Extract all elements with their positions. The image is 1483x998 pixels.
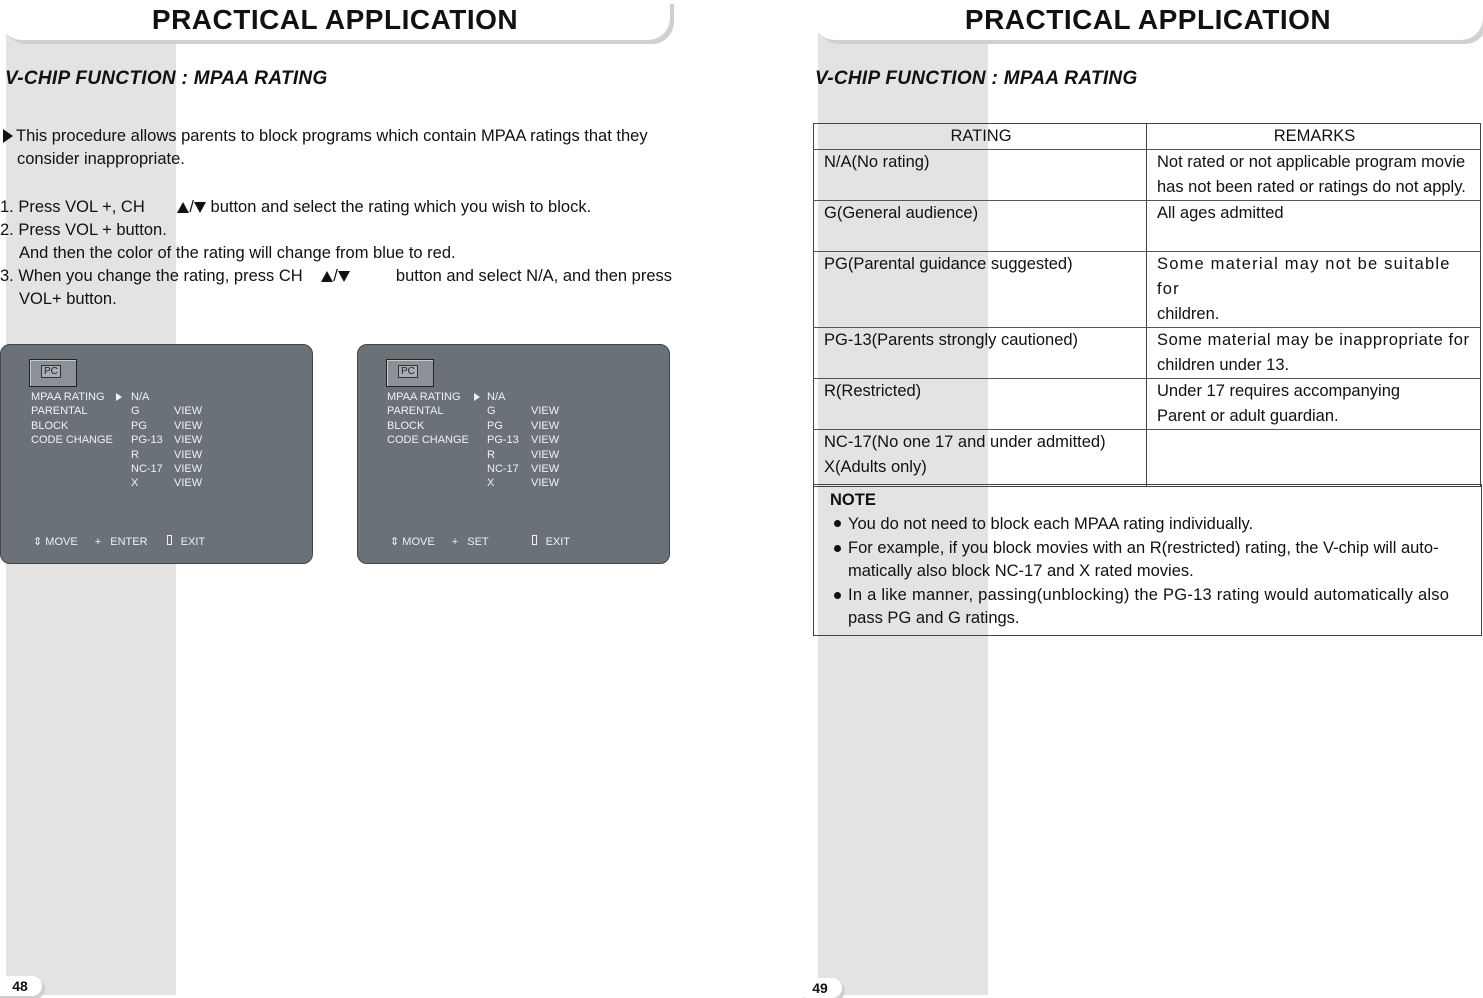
col-remarks-header: REMARKS <box>1147 124 1481 150</box>
status-item: VIEW <box>531 405 560 418</box>
rating-cell: G(General audience) <box>824 204 979 222</box>
rating-item: PG <box>131 419 147 432</box>
rating-cell: PG-13(Parents strongly cautioned) <box>824 331 1079 349</box>
menu-item: BLOCK <box>387 419 425 432</box>
status-item: VIEW <box>531 462 560 475</box>
rating-item: N/A <box>131 391 150 403</box>
right-header-title: PRACTICAL APPLICATION <box>964 4 1332 35</box>
down-arrow-icon <box>194 202 206 213</box>
step-2-detail: And then the color of the rating will change from blue to red. <box>19 244 456 262</box>
osd-ratings <box>131 390 163 491</box>
status-item: VIEW <box>174 462 203 475</box>
rating-item: PG <box>487 419 503 432</box>
step-3: 3. When you change the rating, press CH / button and select N/A, and then press <box>0 267 672 285</box>
status-item: VIEW <box>174 477 203 490</box>
left-page-number: 48 <box>0 976 42 996</box>
right-header <box>813 0 1483 40</box>
table-row <box>814 430 1481 487</box>
menu-item: PARENTAL <box>31 405 88 418</box>
remark-cell: All ages admitted <box>1147 201 1481 252</box>
status-item <box>531 390 559 404</box>
rating-cell: NC-17(No one 17 and under admitted) X(Adults only) <box>824 433 1106 476</box>
move-icon: ⇕ <box>390 536 400 548</box>
osd-ratings <box>487 390 519 491</box>
note-bullets <box>834 513 1468 631</box>
remark-cell: Some material may be inappropriate for children under 13. <box>1147 328 1481 379</box>
note-box <box>813 484 1482 636</box>
osd-menu <box>31 390 113 448</box>
left-header-title: PRACTICAL APPLICATION <box>151 4 519 35</box>
menu-item: CODE CHANGE <box>31 434 113 447</box>
table-row <box>814 150 1481 201</box>
remark-cell <box>1147 430 1481 487</box>
note-bullet-3: In a like manner, passing(unblocking) the PG-13 rating would automatically also pass PG and G ratings. <box>834 584 1468 631</box>
step-1: 1. Press VOL +, CH / button and select the rating which you wish to block. <box>0 198 592 216</box>
table-row <box>814 201 1481 252</box>
step-2: 2. Press VOL + button. <box>0 221 167 239</box>
status-item: VIEW <box>531 448 560 461</box>
exit-icon <box>532 535 537 545</box>
tv-screen-2 <box>357 344 670 564</box>
rating-item: N/A <box>487 391 506 403</box>
down-arrow-icon <box>338 271 350 282</box>
rating-item: R <box>131 448 139 461</box>
bullet-icon <box>834 592 841 599</box>
menu-pointer-icon <box>116 393 122 401</box>
rating-item: G <box>131 405 140 418</box>
rating-item: PG-13 <box>131 434 163 447</box>
osd-footer: ⇕ MOVE + SET EXIT <box>390 536 571 548</box>
move-icon: ⇕ <box>33 536 43 548</box>
tv-screen-1 <box>0 344 313 564</box>
status-item <box>174 390 202 404</box>
remark-cell: Some material may not be suitable for children. <box>1147 252 1481 328</box>
exit-icon <box>167 535 172 545</box>
menu-item: MPAA RATING <box>31 391 105 403</box>
status-item: VIEW <box>174 405 203 418</box>
rating-cell: PG(Parental guidance suggested) <box>824 255 1073 273</box>
col-rating-header: RATING <box>950 127 1012 145</box>
rating-cell: N/A(No rating) <box>824 153 930 171</box>
osd-menu <box>387 390 469 448</box>
status-item: VIEW <box>174 434 203 447</box>
osd-footer: ⇕ MOVE + ENTER EXIT <box>33 536 206 548</box>
intro-line-1: This procedure allows parents to block programs which contain MPAA ratings that they <box>3 125 671 148</box>
menu-pointer-icon <box>474 393 480 401</box>
step-3-detail: VOL+ button. <box>19 290 117 308</box>
table-row <box>814 379 1481 430</box>
status-item: VIEW <box>531 477 560 490</box>
pc-icon: PC <box>29 359 77 387</box>
table-row <box>814 252 1481 328</box>
rating-item: X <box>487 477 495 490</box>
status-item: VIEW <box>174 448 203 461</box>
bullet-icon <box>834 545 841 552</box>
remark-cell: Not rated or not applicable program movie has not been rated or ratings do not apply. <box>1147 150 1481 201</box>
rating-cell: R(Restricted) <box>824 382 922 400</box>
table-row <box>814 328 1481 379</box>
status-item: VIEW <box>531 419 560 432</box>
note-bullet-1: You do not need to block each MPAA rating individually. <box>834 513 1468 537</box>
table-header-row <box>814 124 1481 150</box>
note-title: NOTE <box>830 491 876 509</box>
pc-icon: PC <box>386 359 434 387</box>
rating-table <box>813 123 1481 487</box>
remark-cell: Under 17 requires accompanying Parent or adult guardian. <box>1147 379 1481 430</box>
menu-item: CODE CHANGE <box>387 434 469 447</box>
right-section-title: V-CHIP FUNCTION : MPAA RATING <box>815 68 1138 89</box>
up-arrow-icon <box>177 202 189 213</box>
status-item: VIEW <box>531 434 560 447</box>
menu-item: MPAA RATING <box>387 391 461 403</box>
osd-status <box>531 390 559 491</box>
intro-line-2: consider inappropriate. <box>17 150 185 168</box>
menu-item: BLOCK <box>31 419 69 432</box>
up-arrow-icon <box>321 271 333 282</box>
left-intro <box>3 125 671 171</box>
rating-item: R <box>487 448 495 461</box>
menu-item: PARENTAL <box>387 405 444 418</box>
arrow-right-icon <box>3 129 13 143</box>
osd-status <box>174 390 202 491</box>
rating-item: NC-17 <box>487 462 519 475</box>
rating-item: G <box>487 405 496 418</box>
rating-item: NC-17 <box>131 462 163 475</box>
left-steps <box>0 196 672 311</box>
rating-item: PG-13 <box>487 434 519 447</box>
note-bullet-2: For example, if you block movies with an R(restricted) rating, the V-chip will auto- matically also block NC-17 and X rated movies. <box>834 537 1468 584</box>
rating-item: X <box>131 477 139 490</box>
left-section-title: V-CHIP FUNCTION : MPAA RATING <box>5 68 328 89</box>
left-header <box>0 0 670 40</box>
bullet-icon <box>834 520 841 527</box>
status-item: VIEW <box>174 419 203 432</box>
right-page-number: 49 <box>798 978 842 998</box>
